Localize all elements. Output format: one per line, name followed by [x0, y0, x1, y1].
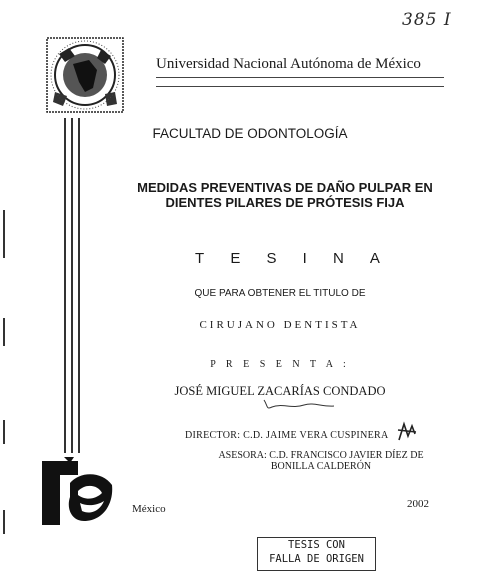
document-type-letter: S	[266, 250, 277, 267]
scan-edge-mark	[3, 210, 5, 258]
scan-edge-mark	[3, 510, 5, 534]
year: 2002	[407, 498, 429, 510]
document-type-letter: T	[195, 250, 205, 267]
signature-icon	[262, 398, 342, 417]
advisor-line	[186, 450, 456, 472]
document-type-letter: I	[302, 250, 307, 267]
stamp-line-1: TESIS CON	[288, 539, 345, 551]
signature-icon	[396, 420, 418, 449]
origin-stamp	[257, 537, 376, 571]
thesis-title-line: DIENTES PILARES DE PRÓTESIS FIJA	[165, 195, 405, 210]
divider-line	[156, 86, 444, 87]
university-name: Universidad Nacional Autónoma de México	[156, 56, 421, 72]
divider-line	[156, 77, 444, 78]
document-type	[195, 250, 380, 267]
document-type-letter: N	[332, 250, 344, 267]
author-name: JOSÉ MIGUEL ZACARÍAS CONDADO	[174, 384, 386, 398]
thesis-title-line: MEDIDAS PREVENTIVAS DE DAÑO PULPAR EN	[137, 180, 433, 195]
faculty-logo-icon	[40, 455, 116, 527]
degree-name: CIRUJANO DENTISTA	[199, 319, 361, 331]
document-type-letter: A	[369, 250, 380, 267]
director-line: DIRECTOR: C.D. JAIME VERA CUSPINERA	[185, 430, 389, 441]
thesis-title	[110, 180, 460, 210]
city: México	[132, 503, 166, 515]
catalog-number: 385 I	[402, 10, 452, 30]
margin-rule	[64, 118, 66, 453]
scan-edge-mark	[3, 420, 5, 444]
margin-rule	[71, 118, 73, 453]
presenta-label: P R E S E N T A :	[210, 359, 350, 370]
advisor-line-1: ASESORA: C.D. FRANCISCO JAVIER DÍEZ DE	[218, 450, 424, 461]
document-type-letter: E	[230, 250, 241, 267]
advisor-line-2: BONILLA CALDERÓN	[270, 461, 372, 472]
degree-purpose: QUE PARA OBTENER EL TITULO DE	[194, 288, 366, 299]
unam-seal-icon	[45, 36, 125, 114]
margin-rule	[78, 118, 80, 453]
stamp-line-2: FALLA DE ORIGEN	[269, 553, 364, 565]
faculty-name: FACULTAD DE ODONTOLOGÍA	[152, 126, 348, 141]
